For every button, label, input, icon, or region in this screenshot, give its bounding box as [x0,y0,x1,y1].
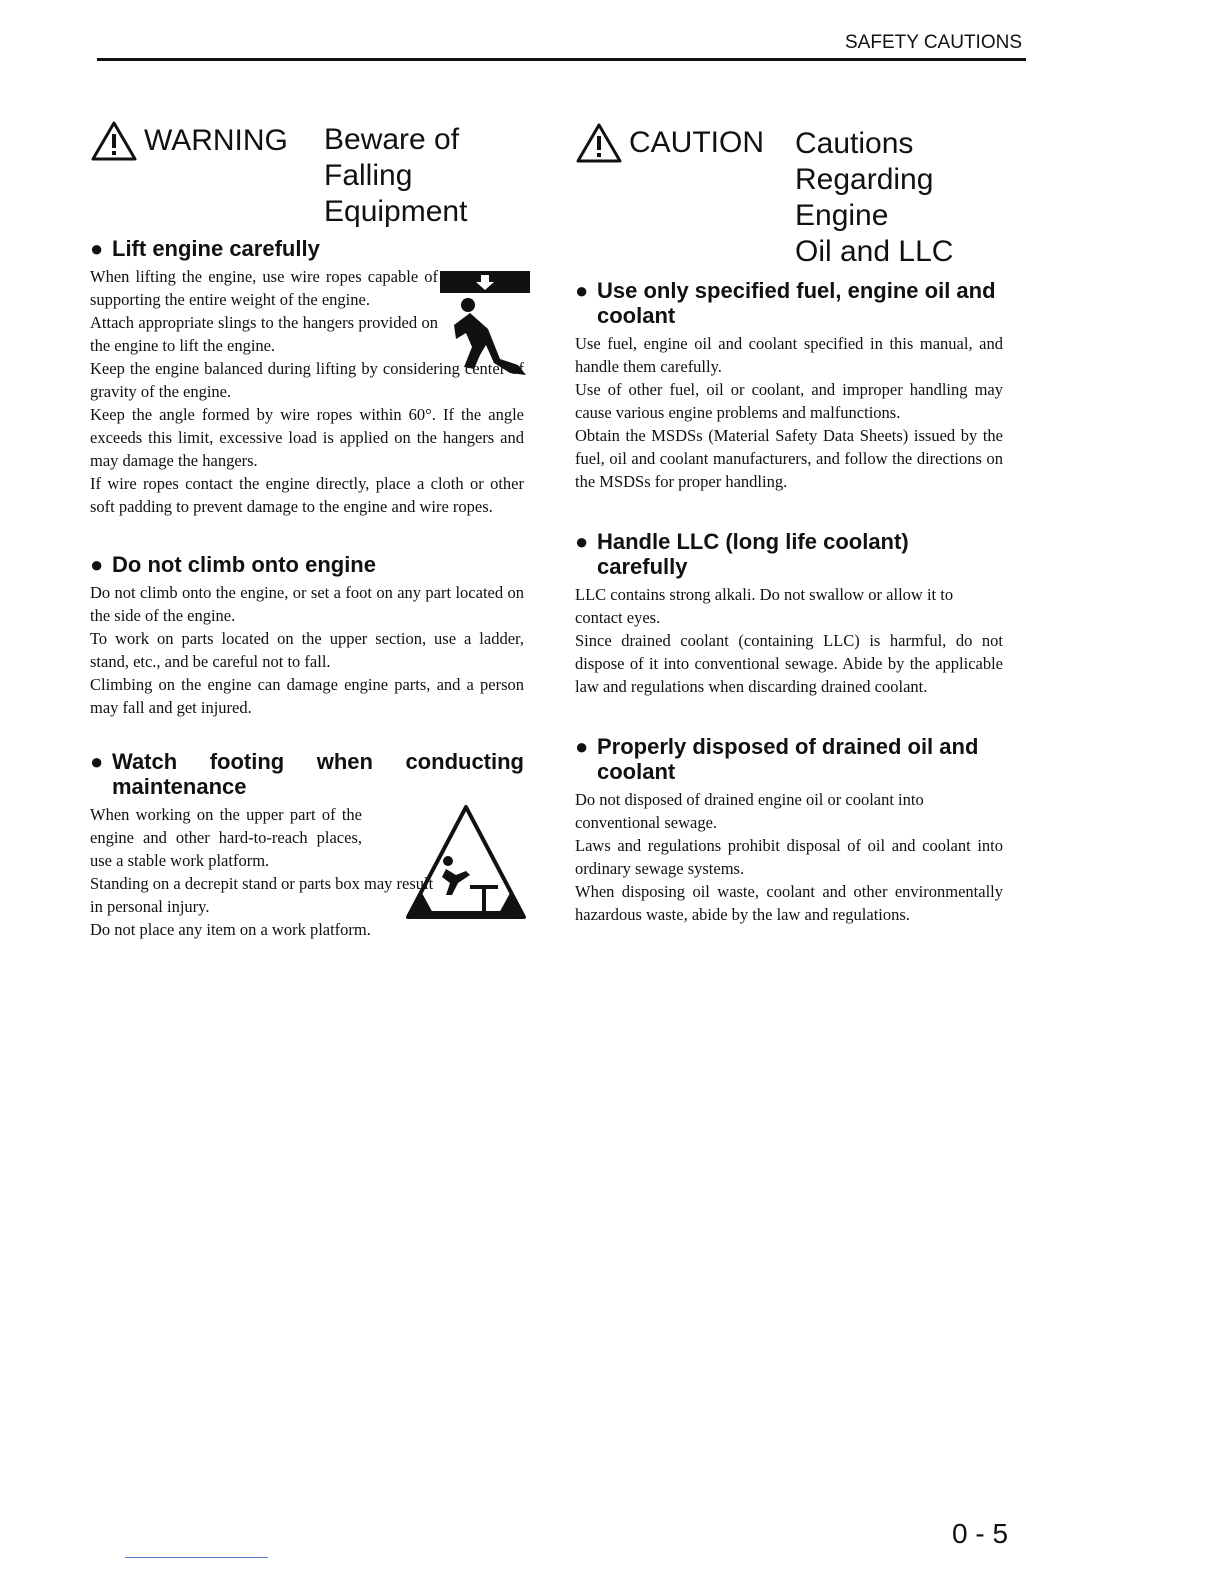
caution-word: CAUTION [629,126,764,159]
bullet-icon: ● [575,734,589,759]
section-watch-footing [90,749,524,941]
paragraph: Attach appropriate slings to the hangers provided on the engine to lift the engine. [90,313,438,355]
paragraph: Use fuel, engine oil and coolant specified in this manual, and handle them carefully. [575,334,1003,376]
paragraph: When working on the upper part of the engine and other hard-to-reach places, use a stable work platform. [90,805,362,870]
caution-signal [575,122,764,164]
warning-title-line: Equipment [324,195,468,228]
bullet-icon: ● [90,236,104,261]
section-title: ● Use only specified fuel, engine oil and coolant [575,278,996,328]
section-dispose-oil [575,734,1003,926]
paragraph: LLC contains strong alkali. Do not swallow or allow it to contact eyes. [575,585,954,627]
warning-signal [90,120,288,162]
paragraph: Do not climb onto the engine, or set a foot on any part located on the side of the engine. [90,583,524,625]
right-column [575,122,1003,926]
section-handle-llc [575,529,1003,698]
warning-heading [90,120,524,240]
warning-title [324,122,467,230]
caution-heading [575,122,1003,276]
warning-triangle-icon [90,120,138,162]
paragraph: Laws and regulations prohibit disposal of oil and coolant into ordinary sewage systems. [575,836,1003,878]
bullet-icon: ● [90,552,104,577]
falling-object-icon [440,271,532,381]
header-rule [97,58,1026,61]
paragraph: Do not disposed of drained engine oil or coolant into conventional sewage. [575,790,924,832]
section-title: ● Do not climb onto engine [90,552,376,577]
section-title: ● Handle LLC (long life coolant) carefully [575,529,909,579]
section-title: ● Watch footing when conducting maintenance [90,749,524,799]
paragraph: Since drained coolant (containing LLC) is harmful, do not dispose of it into conventional sewage. Abide by the applicable law and regulations when discarding drained coolant. [575,631,1003,696]
section-title: ● Properly disposed of drained oil and coolant [575,734,979,784]
caution-title-line: Regarding [795,163,934,196]
fall-hazard-triangle-icon [404,803,528,921]
caution-triangle-icon [575,122,623,164]
left-column [90,120,524,941]
page-number: 0 - 5 [952,1518,1009,1549]
paragraph: Standing on a decrepit stand or parts box may result in personal injury. [90,874,434,916]
paragraph: Climbing on the engine can damage engine parts, and a person may fall and get injured. [90,675,524,717]
section-lift-engine [90,236,524,518]
warning-title-line: Falling [324,159,413,192]
paragraph: Use of other fuel, oil or coolant, and improper handling may cause various engine problems and malfunctions. [575,380,1003,422]
bottom-rule [125,1557,268,1558]
paragraph: Obtain the MSDSs (Material Safety Data Sheets) issued by the fuel, oil and coolant manufacturers, and follow the directions on the MSDSs for proper handling. [575,426,1003,491]
warning-word: WARNING [144,124,288,157]
paragraph: To work on parts located on the upper section, use a ladder, stand, etc., and be careful not to fall. [90,629,524,671]
section-do-not-climb [90,552,524,719]
bullet-icon: ● [575,529,589,554]
paragraph: If wire ropes contact the engine directly, place a cloth or other soft padding to prevent damage to the engine and wire ropes. [90,474,524,516]
caution-title-line: Cautions [795,127,914,160]
caution-title [795,126,953,270]
paragraph: When lifting the engine, use wire ropes capable of supporting the entire weight of the engine. [90,267,438,309]
bullet-icon: ● [90,749,104,774]
caution-title-line: Engine [795,199,889,232]
section-specified-fluids [575,278,1003,493]
paragraph: Keep the engine balanced during lifting by considering center of gravity of the engine. [90,359,524,401]
bullet-icon: ● [575,278,589,303]
warning-title-line: Beware of [324,123,460,156]
section-title: ● Lift engine carefully [90,236,320,261]
paragraph: Keep the angle formed by wire ropes within 60°. If the angle exceeds this limit, excessive load is applied on the hangers and may damage the hangers. [90,405,524,470]
paragraph: When disposing oil waste, coolant and other environmentally hazardous waste, abide by the law and regulations. [575,882,1003,924]
paragraph: Do not place any item on a work platform. [90,920,371,939]
section-header-label: SAFETY CAUTIONS [845,32,1023,53]
caution-title-line: Oil and LLC [795,235,954,268]
